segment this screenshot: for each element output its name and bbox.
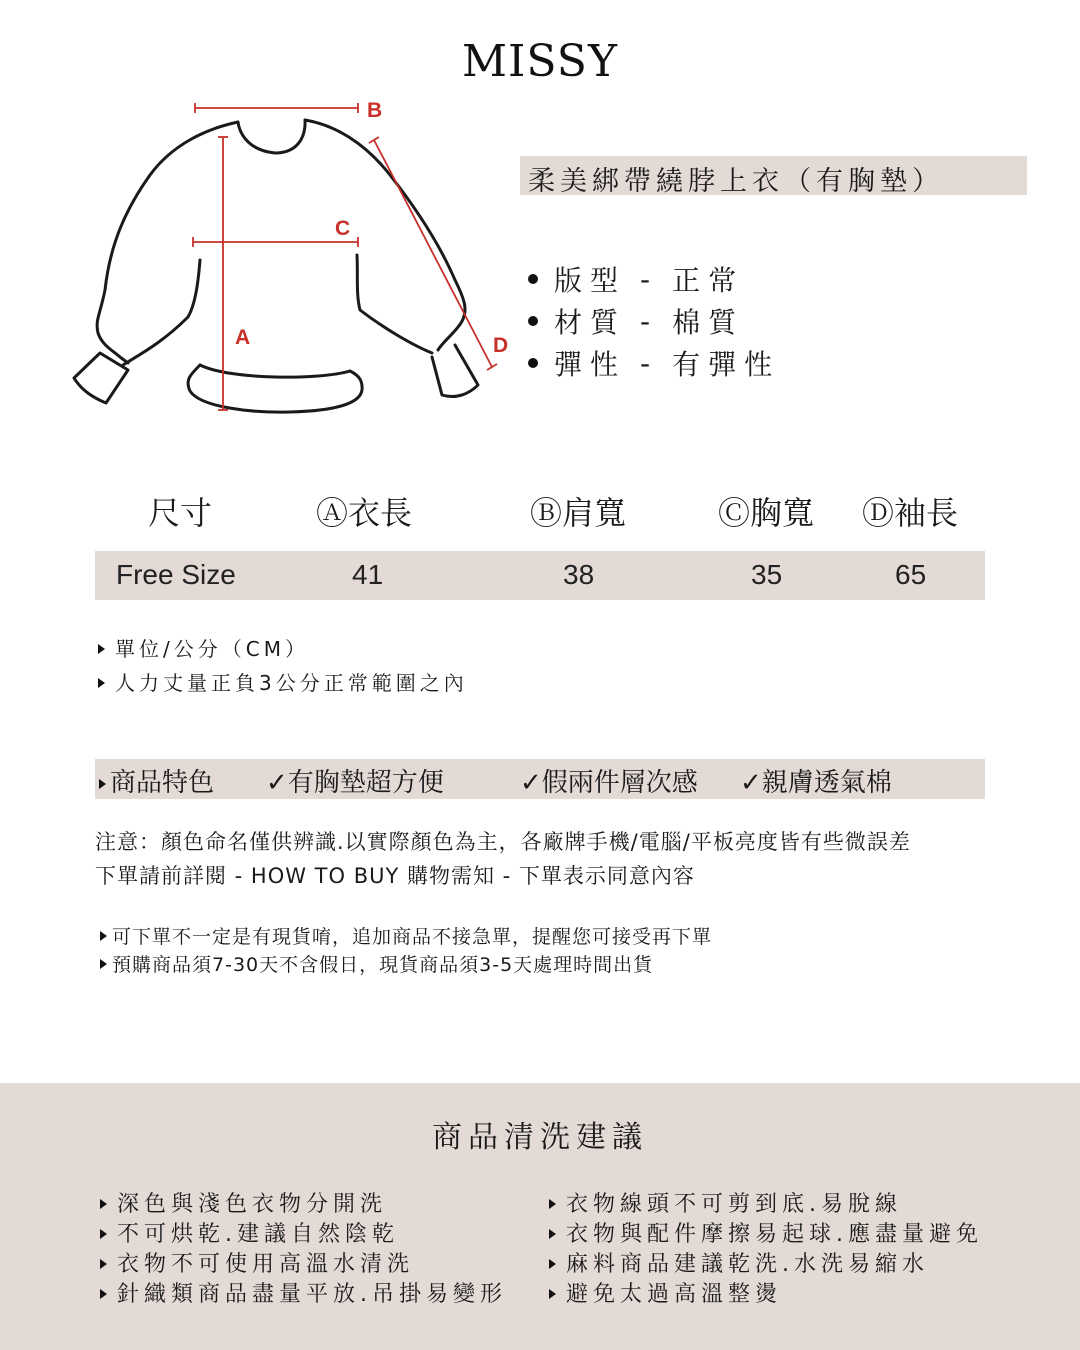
sleeve-value: 65 (895, 559, 927, 590)
triangle-bullet-icon (100, 959, 107, 969)
spec-item: 材質 - 棉質 (528, 300, 780, 342)
list-item: 單位/公分（CM） (98, 632, 468, 666)
care-title: 商品清洗建議 (432, 1120, 648, 1155)
triangle-bullet-icon (99, 779, 106, 789)
neckline-outline (238, 120, 305, 153)
feature-item: ✓假兩件層次感 (520, 768, 698, 798)
feature-item: ✓有胸墊超方便 (266, 768, 444, 798)
sleeve-header: Ⓓ袖長 (862, 494, 959, 532)
right-underarm-line (357, 255, 432, 353)
triangle-bullet-icon (98, 644, 105, 654)
care-list-left (100, 1190, 507, 1310)
list-item: 衣物不可使用高溫水清洗 (100, 1250, 507, 1280)
measure-a-label: A (235, 326, 251, 349)
feature-label: 商品特色 (99, 762, 214, 799)
triangle-bullet-icon (98, 678, 105, 688)
bullet-icon (528, 316, 538, 326)
list-item: 可下單不一定是有現貨唷，追加商品不接急單，提醒您可接受再下單 (100, 923, 712, 951)
bullet-icon (528, 274, 538, 284)
length-header: Ⓐ衣長 (316, 494, 413, 532)
list-item: 避免太過高溫整燙 (549, 1280, 983, 1310)
list-item: 衣物與配件摩擦易起球.應盡量避免 (549, 1220, 983, 1250)
right-cuff-outline (432, 345, 478, 397)
product-title-box (520, 156, 1027, 195)
measure-notes (98, 632, 468, 700)
triangle-bullet-icon (549, 1289, 556, 1299)
product-title: 柔美綁帶繞脖上衣（有胸墊） (528, 166, 944, 197)
measure-d-label: D (493, 334, 509, 357)
list-item: 麻料商品建議乾洗.水洗易縮水 (549, 1250, 983, 1280)
triangle-bullet-icon (100, 1199, 107, 1209)
care-list-right (549, 1190, 983, 1310)
chest-header: Ⓒ胸寬 (718, 494, 815, 532)
spec-list (528, 258, 780, 384)
list-item: 衣物線頭不可剪到底.易脫線 (549, 1190, 983, 1220)
size-header: 尺寸 (148, 494, 213, 532)
brand-logo: MISSY (462, 36, 618, 87)
measure-b-label: B (367, 99, 383, 122)
triangle-bullet-icon (100, 931, 107, 941)
list-item: 人力丈量正負3公分正常範圍之內 (98, 666, 468, 700)
order-notes (100, 923, 712, 979)
triangle-bullet-icon (100, 1229, 107, 1239)
measure-c-label: C (335, 217, 351, 240)
triangle-bullet-icon (100, 1259, 107, 1269)
list-item: 深色與淺色衣物分開洗 (100, 1190, 507, 1220)
left-cuff-outline (74, 353, 128, 403)
triangle-bullet-icon (549, 1229, 556, 1239)
list-item: 針織類商品盡量平放.吊掛易變形 (100, 1280, 507, 1310)
left-underarm-line (123, 260, 200, 365)
shoulder-header: Ⓑ肩寬 (530, 494, 627, 532)
list-item: 不可烘乾.建議自然陰乾 (100, 1220, 507, 1250)
size-value: Free Size (116, 559, 236, 590)
spec-item: 版型 - 正常 (528, 258, 780, 300)
bullet-icon (528, 358, 538, 368)
length-value: 41 (352, 559, 384, 590)
sweater-measurement-diagram (60, 95, 530, 435)
spec-item: 彈性 - 有彈性 (528, 342, 780, 384)
triangle-bullet-icon (549, 1199, 556, 1209)
list-item: 預購商品須7-30天不含假日，現貨商品須3-5天處理時間出貨 (100, 951, 712, 979)
triangle-bullet-icon (100, 1289, 107, 1299)
caution-text: 注意：顏色命名僅供辨識.以實際顏色為主，各廠牌手機/電腦/平板亮度皆有些微誤差 下單請前詳閱 - HOW TO BUY 購物需知 - 下單表示同意內容 (95, 830, 911, 888)
shoulder-value: 38 (563, 559, 595, 590)
hem-band-outline (188, 365, 362, 412)
chest-value: 35 (751, 559, 783, 590)
feature-item: ✓親膚透氣棉 (740, 768, 892, 798)
triangle-bullet-icon (549, 1259, 556, 1269)
